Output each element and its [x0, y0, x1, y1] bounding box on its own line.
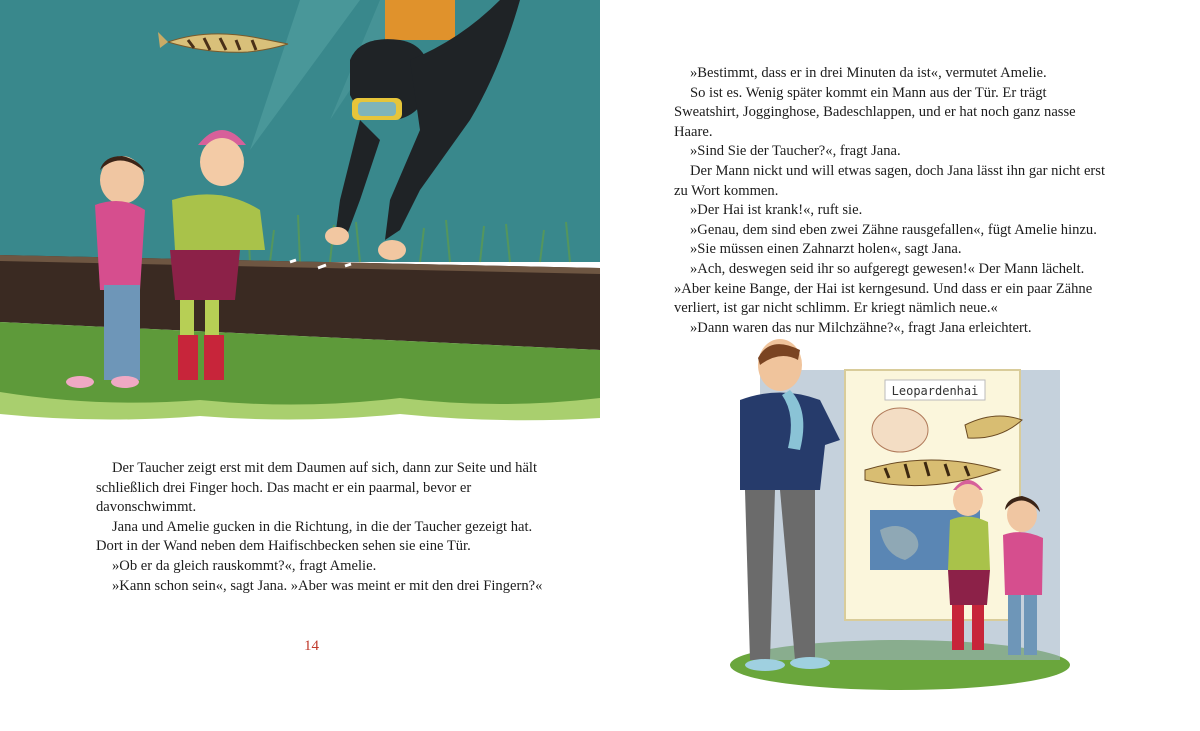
paragraph: Der Mann nickt und will etwas sagen, doch Jana lässt ihn gar nicht erst zu Wort kommen.: [674, 162, 1106, 199]
poster-illustration: [700, 330, 1080, 695]
paragraph: »Der Hai ist krank!«, ruft sie.: [690, 202, 863, 219]
paragraph: »Kann schon sein«, sagt Jana. »Aber was meint er mit den drei Fingern?«: [112, 577, 543, 594]
left-page-text: [96, 459, 546, 596]
paragraph: Jana und Amelie gucken in die Richtung, in die der Taucher gezeigt hat. Dort in der Wand neben dem Haifischbecken sehen sie eine Tür.: [96, 518, 533, 555]
aquarium-illustration: [0, 0, 600, 430]
paragraph: Der Taucher zeigt erst mit dem Daumen auf sich, dann zur Seite und hält schließlich drei Finger hoch. Das macht er ein paarmal, bevor er davonschwimmt.: [96, 460, 538, 516]
poster-title: Leopardenhai: [891, 384, 979, 398]
right-page-text: [674, 64, 1114, 338]
paragraph: »Sind Sie der Taucher?«, fragt Jana.: [690, 143, 901, 160]
page-number: 14: [304, 638, 319, 654]
paragraph: »Sie müssen einen Zahnarzt holen«, sagt Jana.: [690, 241, 962, 258]
paragraph: »Ach, deswegen seid ihr so aufgeregt gewesen!« Der Mann lächelt. »Aber keine Bange, der Hai ist kerngesund. Und dass er ein paar Zähne verliert, ist gar nicht schlimm. Er kriegt nämlich neue.«: [674, 260, 1093, 317]
paragraph: »Bestimmt, dass er in drei Minuten da ist«, vermutet Amelie.: [690, 65, 1047, 81]
paragraph: So ist es. Wenig später kommt ein Mann aus der Tür. Er trägt Sweatshirt, Jogginghose, Badeschlappen, und er hat noch ganz nasse Haare.: [674, 84, 1076, 140]
paragraph: »Genau, dem sind eben zwei Zähne rausgefallen«, fügt Amelie hinzu.: [690, 221, 1097, 238]
paragraph: »Dann waren das nur Milchzähne?«, fragt Jana erleichtert.: [690, 319, 1032, 336]
paragraph: »Ob er da gleich rauskommt?«, fragt Amelie.: [112, 557, 377, 574]
